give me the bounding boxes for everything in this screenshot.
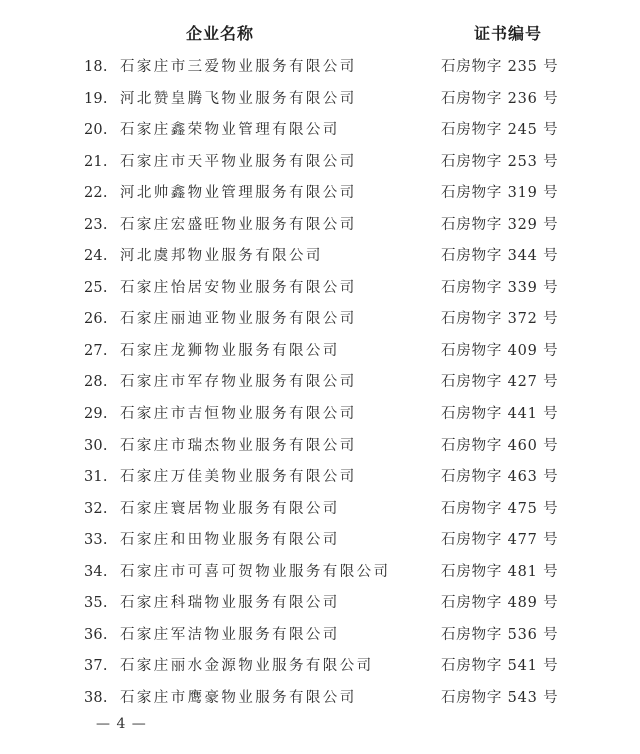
certificate-number: 石房物字 481 号 bbox=[441, 563, 559, 580]
company-name: 石家庄市可喜可贺物业服务有限公司 bbox=[120, 563, 391, 580]
table-row bbox=[0, 273, 640, 305]
row-number: 34. bbox=[84, 563, 108, 580]
row-number: 37. bbox=[84, 658, 108, 675]
row-number: 24. bbox=[84, 248, 108, 265]
company-name: 石家庄市天平物业服务有限公司 bbox=[120, 153, 357, 170]
certificate-number: 石房物字 441 号 bbox=[441, 406, 559, 423]
certificate-number: 石房物字 236 号 bbox=[441, 90, 559, 107]
table-row bbox=[0, 683, 640, 715]
company-name: 石家庄鑫荣物业管理有限公司 bbox=[120, 122, 340, 139]
row-number: 28. bbox=[84, 374, 108, 391]
certificate-number: 石房物字 475 号 bbox=[441, 500, 559, 517]
certificate-number: 石房物字 235 号 bbox=[441, 59, 559, 75]
table-row bbox=[0, 52, 640, 84]
table-row bbox=[0, 399, 640, 431]
table-row bbox=[0, 651, 640, 683]
certificate-number: 石房物字 409 号 bbox=[441, 342, 559, 359]
company-name: 石家庄市军存物业服务有限公司 bbox=[120, 374, 357, 391]
certificate-number: 石房物字 536 号 bbox=[441, 626, 559, 643]
certificate-number: 石房物字 329 号 bbox=[441, 216, 559, 233]
certificate-number: 石房物字 427 号 bbox=[441, 374, 559, 391]
certificate-number: 石房物字 460 号 bbox=[441, 437, 559, 454]
table-row bbox=[0, 147, 640, 179]
table-row bbox=[0, 178, 640, 210]
table-row bbox=[0, 84, 640, 116]
company-name: 河北赞皇腾飞物业服务有限公司 bbox=[120, 90, 357, 107]
certificate-number: 石房物字 245 号 bbox=[441, 122, 559, 139]
company-name: 石家庄和田物业服务有限公司 bbox=[120, 532, 340, 549]
certificate-number: 石房物字 372 号 bbox=[441, 311, 559, 328]
company-name: 河北虞邦物业服务有限公司 bbox=[120, 248, 323, 265]
row-number: 26. bbox=[84, 311, 108, 328]
table-row bbox=[0, 241, 640, 273]
table-row bbox=[0, 210, 640, 242]
table-row bbox=[0, 620, 640, 652]
company-name: 石家庄军洁物业服务有限公司 bbox=[120, 626, 340, 643]
certificate-number: 石房物字 489 号 bbox=[441, 595, 559, 612]
table-row bbox=[0, 115, 640, 147]
certificate-number: 石房物字 477 号 bbox=[441, 532, 559, 549]
table-row bbox=[0, 462, 640, 494]
row-number: 29. bbox=[84, 406, 108, 423]
row-number: 20. bbox=[84, 122, 108, 139]
certificate-number: 石房物字 253 号 bbox=[441, 153, 559, 170]
company-name: 石家庄龙狮物业服务有限公司 bbox=[120, 342, 340, 359]
row-number: 27. bbox=[84, 342, 108, 359]
row-number: 22. bbox=[84, 185, 108, 202]
company-name: 石家庄宏盛旺物业服务有限公司 bbox=[120, 216, 357, 233]
certificate-number: 石房物字 344 号 bbox=[441, 248, 559, 265]
row-number: 21. bbox=[84, 153, 108, 170]
table-row bbox=[0, 494, 640, 526]
company-name: 石家庄丽水金源物业服务有限公司 bbox=[120, 658, 374, 675]
page-number: — 4 — bbox=[96, 716, 147, 732]
company-name: 石家庄市吉恒物业服务有限公司 bbox=[120, 406, 357, 423]
company-list bbox=[0, 52, 640, 714]
certificate-number-column-header: 证书编号 bbox=[474, 24, 543, 43]
company-name: 石家庄怡居安物业服务有限公司 bbox=[120, 279, 357, 296]
company-name: 石家庄科瑞物业服务有限公司 bbox=[120, 595, 340, 612]
row-number: 18. bbox=[84, 59, 108, 75]
certificate-number: 石房物字 543 号 bbox=[441, 689, 559, 706]
row-number: 19. bbox=[84, 90, 108, 107]
company-name: 石家庄寰居物业服务有限公司 bbox=[120, 500, 340, 517]
row-number: 33. bbox=[84, 532, 108, 549]
table-row bbox=[0, 431, 640, 463]
company-name: 石家庄市鹰豪物业服务有限公司 bbox=[120, 689, 357, 706]
company-name: 石家庄丽迪亚物业服务有限公司 bbox=[120, 311, 357, 328]
table-row bbox=[0, 304, 640, 336]
table-row bbox=[0, 557, 640, 589]
certificate-number: 石房物字 541 号 bbox=[441, 658, 559, 675]
table-row bbox=[0, 525, 640, 557]
company-name-column-header: 企业名称 bbox=[186, 24, 255, 43]
row-number: 36. bbox=[84, 626, 108, 643]
company-name: 石家庄万佳美物业服务有限公司 bbox=[120, 469, 357, 486]
certificate-number: 石房物字 463 号 bbox=[441, 469, 559, 486]
table-row bbox=[0, 336, 640, 368]
row-number: 23. bbox=[84, 216, 108, 233]
row-number: 38. bbox=[84, 689, 108, 706]
row-number: 30. bbox=[84, 437, 108, 454]
company-name: 石家庄市瑞杰物业服务有限公司 bbox=[120, 437, 357, 454]
certificate-number: 石房物字 319 号 bbox=[441, 185, 559, 202]
row-number: 25. bbox=[84, 279, 108, 296]
table-row bbox=[0, 367, 640, 399]
company-name: 石家庄市三爱物业服务有限公司 bbox=[120, 59, 357, 75]
company-name: 河北帅鑫物业管理服务有限公司 bbox=[120, 185, 357, 202]
row-number: 32. bbox=[84, 500, 108, 517]
row-number: 35. bbox=[84, 595, 108, 612]
certificate-number: 石房物字 339 号 bbox=[441, 279, 559, 296]
table-header bbox=[0, 21, 640, 45]
row-number: 31. bbox=[84, 469, 108, 486]
table-row bbox=[0, 588, 640, 620]
